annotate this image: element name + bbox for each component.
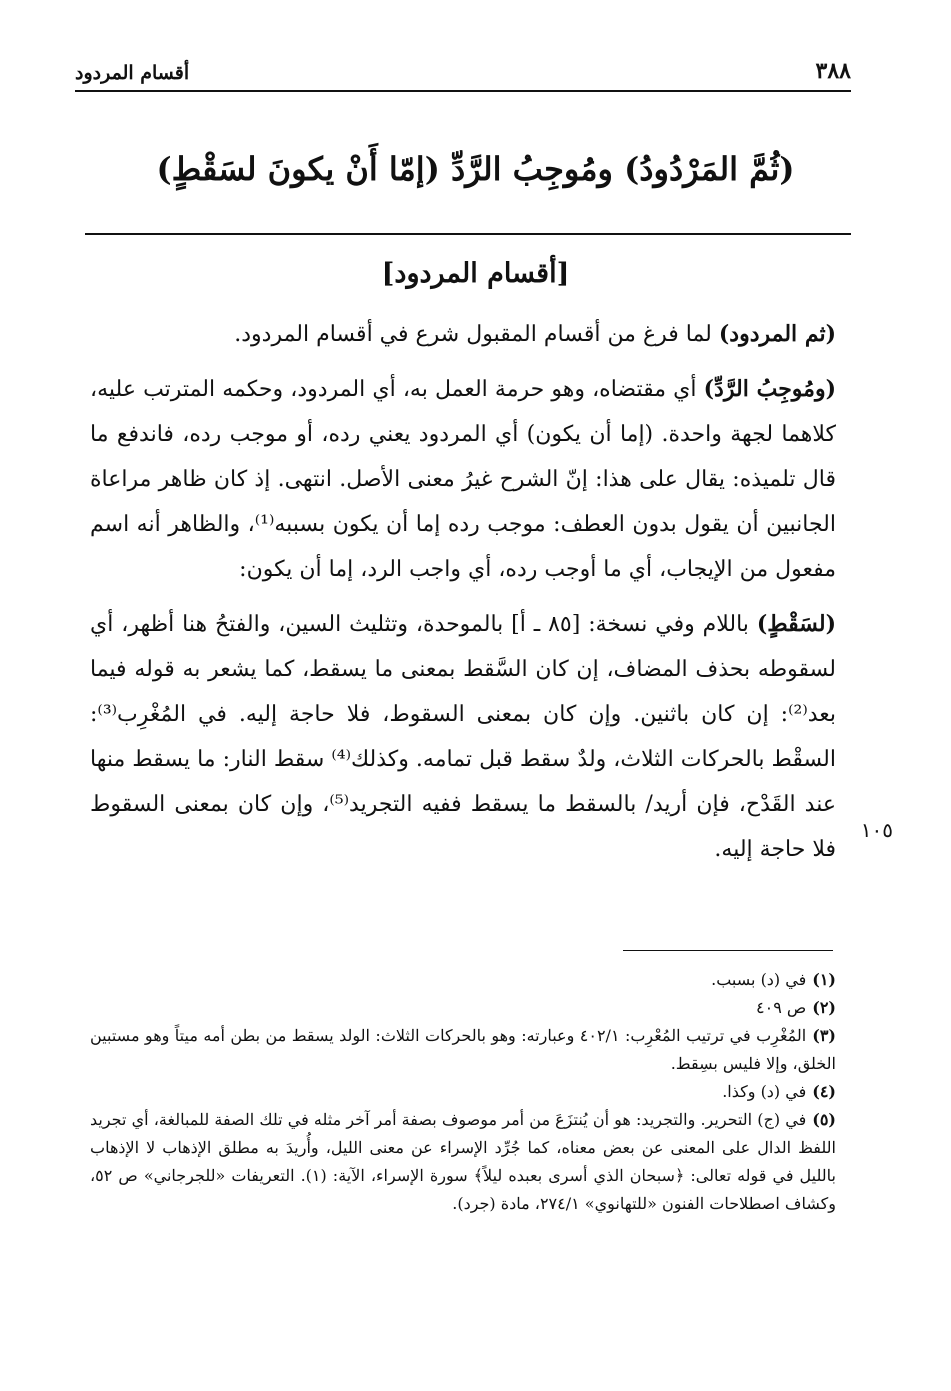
paragraph [90,312,836,357]
footnote [90,1106,836,1218]
footnote-text: في (ج) التحرير. والتجريد: هو أن يُنتزَعَ من أمر موصوف بصفة أمر آخر مثله في تلك الصفة للمبالغة، أي تجريد اللفظ الدال على المعنى عن بعض معناه، كما جُرِّد الإسراء عن معنى الليل، وأُريدَ به مطلق الإذهاب لا الإذهاب بالليل في قوله تعالى: ﴿سبحان الذي أسرى بعبده ليلاً﴾ سورة الإسراء، الآية: (١). التعريفات «للجرجاني» ص ٥٢، وكشاف اصطلاحات الفنون «للتهانوي» ٢٧٤/١، مادة (جرد). [90,1110,837,1213]
commentary-body [90,312,836,882]
paragraph-text: لما فرغ من أقسام المقبول شرع في أقسام المردود. [234,322,719,347]
footnote [90,966,836,994]
section-heading: [أقسام المردود] [381,258,570,289]
footnote-number: (٤) [812,1082,836,1101]
footnote [90,1078,836,1106]
footnote-text: في (د) بسبب. [711,970,807,989]
footnote-rule [623,950,833,951]
footnote-number: (٣) [812,1026,836,1045]
paragraph-text: باللام وفي نسخة: [٨٥ ـ أ] بالموحدة، وتثليث السين، والفتحُ هنا أظهر، أي لسقوطه بحذف المضاف، إن كان السَّقط بمعنى ما يسقط، كما يشعر به قوله فيما بعد⁽²⁾: إن كان باثنين. وإن كان بمعنى السقوط، فلا حاجة إليه. في المُغْرِب⁽³⁾: السقْط بالحركات الثلاث، ولدٌ سقط قبل تمامه. وكذلك⁽⁴⁾ سقط النار: ما يسقط منها عند القَدْح، فإن أريد/ بالسقط ما يسقط ففيه التجريد⁽⁵⁾، وإن كان بمعنى السقوط فلا حاجة إليه. [90,612,836,862]
paragraph [90,602,836,872]
lemma: (ومُوجِبُ الرَّدِّ) [703,376,836,402]
footnote-number: (٥) [812,1110,836,1129]
running-section-title: أقسام المردود [75,62,190,84]
matn-text: (ثُمَّ المَرْدُودُ) ومُوجِبُ الرَّدِّ (إمّا أَنْ يكونَ لسَقْطٍ) [156,150,795,188]
running-header [75,58,851,92]
paragraph [90,367,836,592]
page-number: ٣٨٨ [815,58,851,84]
footnote-number: (٢) [812,998,836,1017]
footnote-text: في (د) وكذا. [722,1082,807,1101]
footnote-text: ص ٤٠٩ [756,998,807,1017]
paragraph-text: أي مقتضاه، وهو حرمة العمل به، أي المردود، وحكمه المترتب عليه، كلاهما لجهة واحدة. (إما أن يكون) أي المردود يعني رده، أو موجب رده، فاندفع ما قال تلميذه: يقال على هذا: إنّ الشرح غيرُ معنى الأصل. انتهى. إذ كان ظاهر مراعاة الجانبين أن يقول بدون العطف: موجب رده إما أن يكون بسببه⁽¹⁾، والظاهر أنه اسم مفعول من الإيجاب، أي ما أوجب رده، أي واجب الرد، إما أن يكون: [90,377,836,582]
footnote-text: المُغْرِب في ترتيب المُعْرِب: ٤٠٢/١ وعبارته: وهو بالحركات الثلاث: الولد يسقط من بطن أمه ميتاً وهو مستبين الخلق، وإلا فليس بسِقط. [90,1026,836,1073]
footnote [90,1022,836,1078]
footnotes [90,966,836,1218]
divider-rule [85,233,851,235]
lemma: (ثم المردود) [718,321,836,347]
lemma: (لسَقْطٍ) [756,611,836,637]
footnote-number: (١) [812,970,836,989]
footnote [90,994,836,1022]
manuscript-folio-number: ١٠٥ [860,818,893,842]
